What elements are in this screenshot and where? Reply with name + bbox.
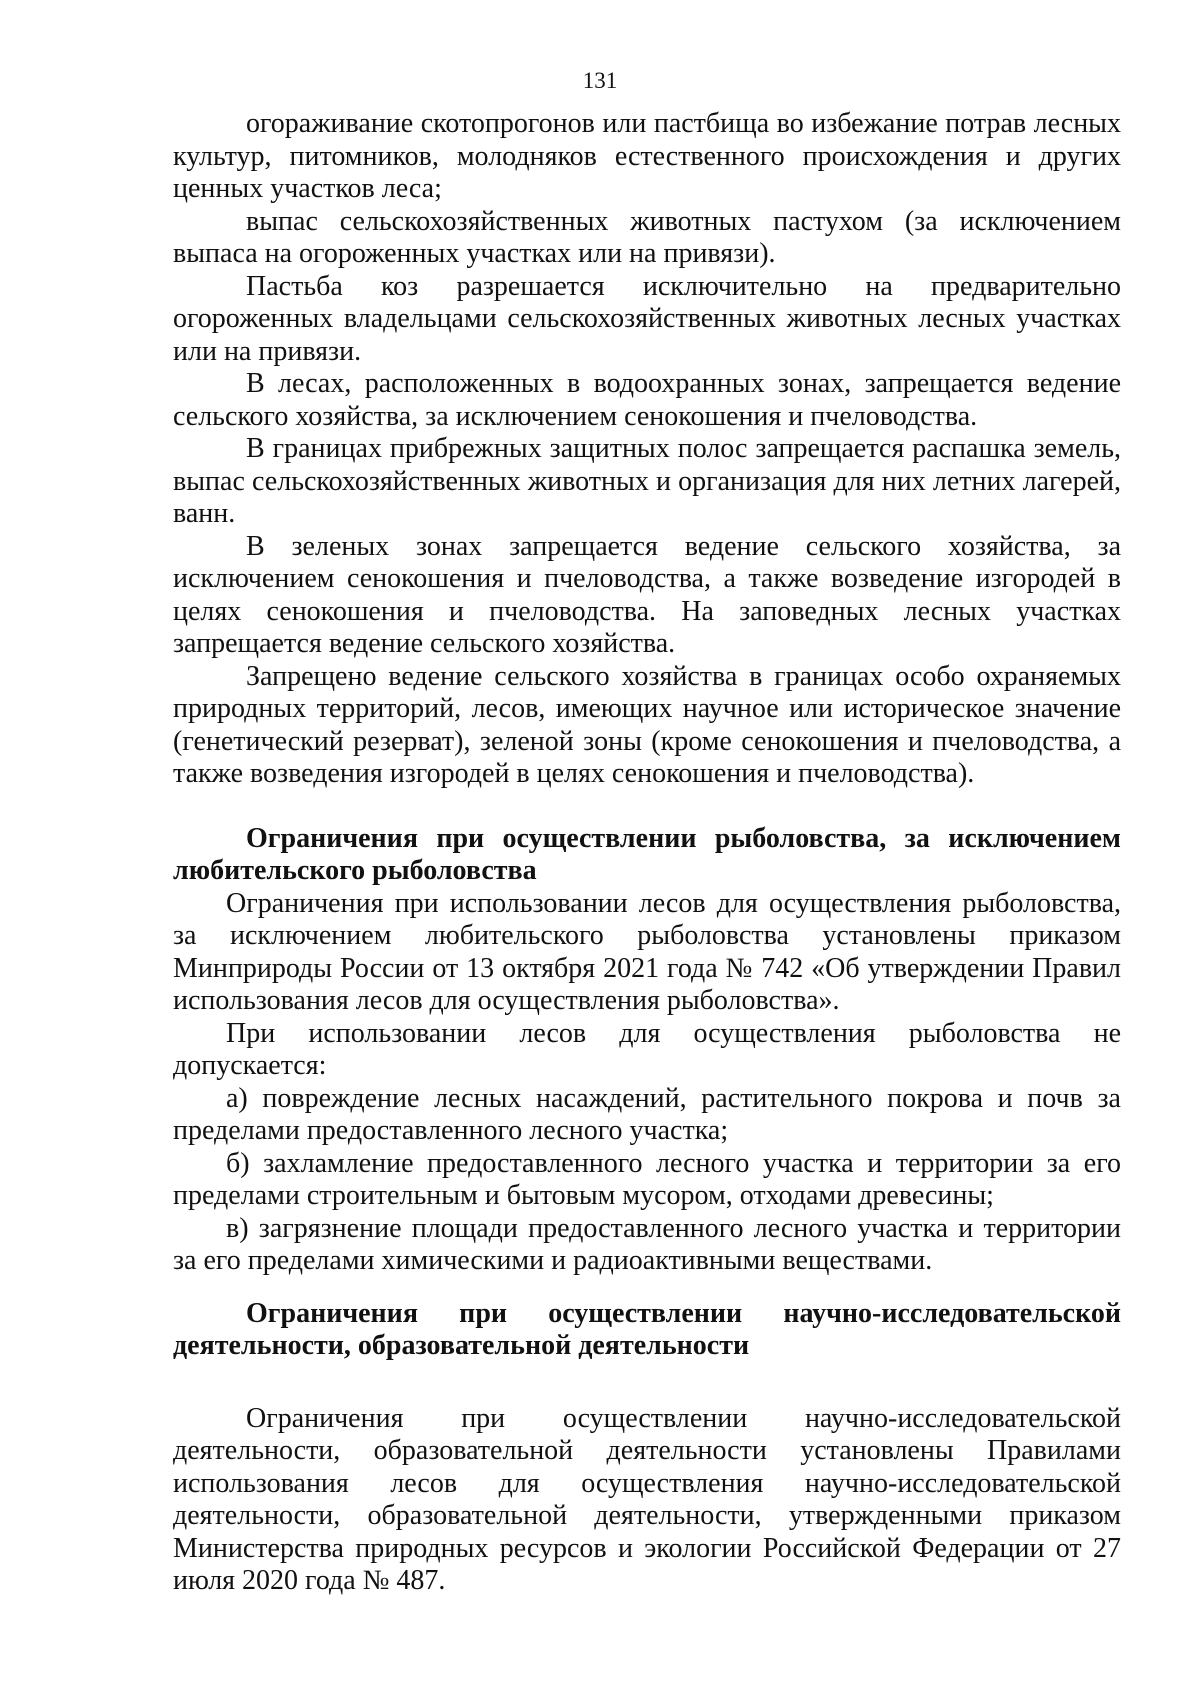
paragraph: выпас сельскохозяйственных животных пастухом (за исключением выпаса на огороженных участках или на привязи). [173,205,1121,269]
list-item: б) захламление предоставленного лесного участка и территории за его пределами строительным и бытовым мусором, отходами древесины; [173,1147,1121,1211]
paragraph: огораживание скотопрогонов или пастбища во избежание потрав лесных культур, питомников, молодняков естественного происхождения и других ценных участков леса; [173,108,1121,204]
paragraph: При использовании лесов для осуществления рыболовства не допускается: [173,1017,1121,1081]
section-heading-fishing: Ограничения при осуществлении рыболовства, за исключением любительского рыболовства [173,822,1121,886]
paragraph: В лесах, расположенных в водоохранных зонах, запрещается ведение сельского хозяйства, за исключением сенокошения и пчеловодства. [173,368,1121,432]
list-item: в) загрязнение площади предоставленного лесного участка и территории за его пределами химическими и радиоактивными веществами. [173,1212,1121,1276]
page-number: 131 [582,68,618,93]
paragraph: В границах прибрежных защитных полос запрещается распашка земель, выпас сельскохозяйственных животных и организация для них летних лагерей, ванн. [173,433,1121,529]
paragraph: В зеленых зонах запрещается ведение сельского хозяйства, за исключением сенокошения и пчеловодства, а также возведение изгородей в целях сенокошения и пчеловодства. На заповедных лесных участках запрещается ведение сельского хозяйства. [173,530,1121,659]
paragraph: Запрещено ведение сельского хозяйства в границах особо охраняемых природных территорий, лесов, имеющих научное или историческое значение (генетический резерват), зеленой зоны (кроме сенокошения и пчеловодства, а также возведения изгородей в целях сенокошения и пчеловодства). [173,660,1121,789]
paragraph: Пастьба коз разрешается исключительно на предварительно огороженных владельцами сельскохозяйственных животных лесных участках или на привязи. [173,270,1121,367]
page-body [173,108,1121,1598]
paragraph: Ограничения при использовании лесов для осуществления рыболовства, за исключением любительского рыболовства установлены приказом Минприроды России от 13 октября 2021 года № 742 «Об утверждении Правил использования лесов для осуществления рыболовства». [173,887,1121,1016]
section-heading-research: Ограничения при осуществлении научно-исследовательской деятельности, образовательной деятельности [173,1297,1121,1361]
paragraph: Ограничения при осуществлении научно-исследовательской деятельности, образовательной деятельности установлены Правилами использования лесов для осуществления научно-исследовательской деятельности, образовательной деятельности, утвержденными приказом Министерства природных ресурсов и экологии Российской Федерации от 27 июля 2020 года № 487. [173,1402,1121,1596]
list-item: а) повреждение лесных насаждений, растительного покрова и почв за пределами предоставленного лесного участка; [173,1082,1121,1146]
